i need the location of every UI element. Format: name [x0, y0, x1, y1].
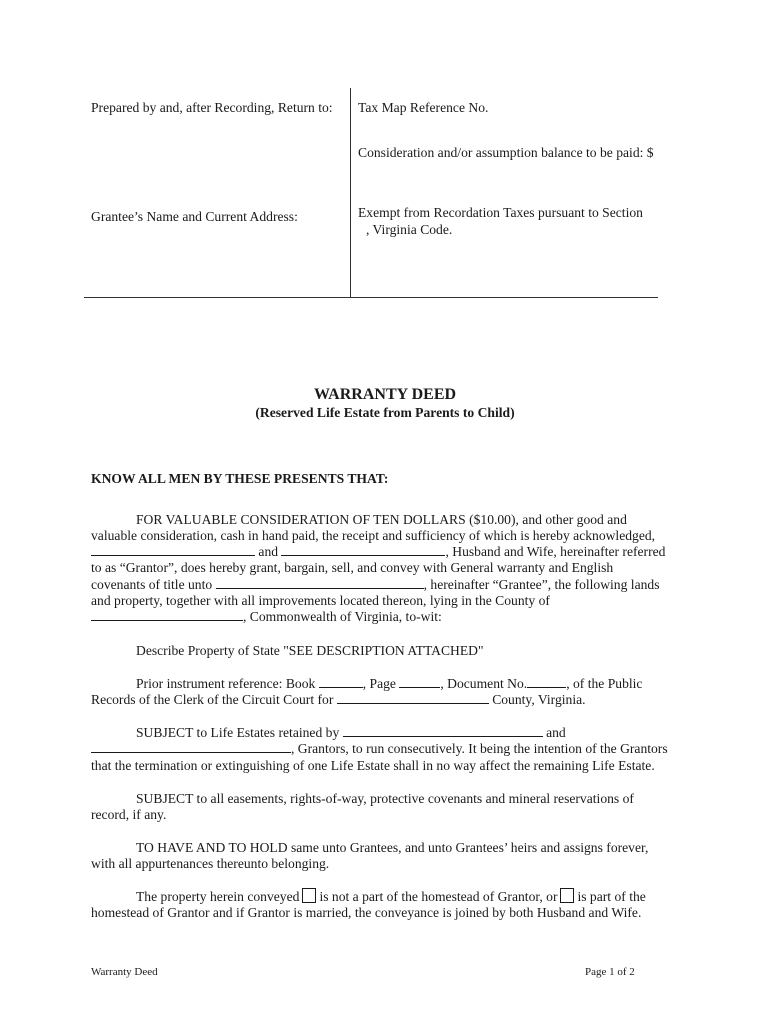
- homestead-b: is not a part of the homestead of Grantor, or: [319, 889, 558, 904]
- county-blank[interactable]: [91, 608, 243, 621]
- homestead-c: is part of the: [577, 889, 646, 904]
- prior-line1: [136, 675, 642, 692]
- prepared-by-label: Prepared by and, after Recording, Return to:: [91, 100, 333, 115]
- subject1-line2: [91, 740, 668, 757]
- exempt-label-line2: , Virginia Code.: [366, 222, 453, 237]
- subject2-line1: SUBJECT to all easements, rights-of-way, protective covenants and mineral reservations of: [136, 791, 634, 806]
- p1-line3-end: , Husband and Wife, hereinafter referred: [445, 544, 666, 559]
- grantor2-blank[interactable]: [281, 543, 445, 556]
- subject2-line2: record, if any.: [91, 807, 167, 822]
- p1-line5: [91, 576, 660, 593]
- prior-line2: [91, 691, 586, 708]
- describe-property: Describe Property of State "SEE DESCRIPTION ATTACHED": [136, 643, 484, 658]
- book-blank[interactable]: [319, 675, 363, 688]
- tax-map-label: Tax Map Reference No.: [358, 100, 489, 115]
- subject1-line3: that the termination or extinguishing of one Life Estate shall in no way affect the remaining Life Estate.: [91, 758, 655, 773]
- life-estate-grantor2-blank[interactable]: [91, 740, 291, 753]
- p1-line2: valuable consideration, cash in hand paid, the receipt and sufficiency of which is hereby acknowledged,: [91, 528, 656, 543]
- homestead-line1: [136, 888, 646, 905]
- grantor1-blank[interactable]: [91, 543, 255, 556]
- habendum-line2: with all appurtenances thereunto belonging.: [91, 856, 330, 871]
- footer-page-number: Page 1 of 2: [585, 966, 635, 978]
- prior-records-label: Records of the Clerk of the Circuit Court for: [91, 692, 334, 707]
- homestead-line2: homestead of Grantor and if Grantor is married, the conveyance is joined by both Husband and Wife.: [91, 905, 642, 920]
- p1-and: and: [258, 544, 279, 559]
- p1-line7-text: , Commonwealth of Virginia, to-wit:: [243, 609, 442, 624]
- grantee-name-label: Grantee’s Name and Current Address:: [91, 209, 298, 224]
- prior-public-label: , of the Public: [566, 676, 643, 691]
- subject1-line1: [136, 724, 566, 741]
- page-blank[interactable]: [399, 675, 440, 688]
- p1-line5-a: covenants of title unto: [91, 577, 213, 592]
- prior-page-label: , Page: [362, 676, 396, 691]
- grantee-blank[interactable]: [216, 576, 424, 589]
- document-subtitle: (Reserved Life Estate from Parents to Child): [255, 405, 515, 420]
- circuit-court-blank[interactable]: [337, 691, 489, 704]
- header-divider-horizontal: [84, 297, 658, 298]
- p1-line1: FOR VALUABLE CONSIDERATION OF TEN DOLLARS ($10.00), and other good and: [136, 512, 627, 527]
- consideration-label: Consideration and/or assumption balance to be paid: $: [358, 145, 654, 160]
- is-homestead-checkbox[interactable]: [560, 888, 574, 903]
- document-title: WARRANTY DEED: [313, 386, 457, 403]
- p1-line4: to as “Grantor”, does hereby grant, bargain, sell, and convey with General warranty and English: [91, 560, 614, 575]
- footer-doc-name: Warranty Deed: [91, 966, 158, 978]
- prior-document-label: , Document No.: [440, 676, 528, 691]
- subject1-label: SUBJECT to Life Estates retained by: [136, 725, 340, 740]
- p1-line5-b: , hereinafter “Grantee”, the following lands: [423, 577, 660, 592]
- know-all-heading: KNOW ALL MEN BY THESE PRESENTS THAT:: [91, 471, 389, 486]
- not-homestead-checkbox[interactable]: [302, 888, 316, 903]
- life-estate-grantor1-blank[interactable]: [343, 724, 543, 737]
- subject1-and: and: [546, 725, 566, 740]
- header-divider-vertical: [350, 88, 351, 298]
- p1-line6: and property, together with all improvements located thereon, lying in the County of: [91, 593, 550, 608]
- habendum-line1: TO HAVE AND TO HOLD same unto Grantees, and unto Grantees’ heirs and assigns forever,: [136, 840, 649, 855]
- exempt-label-line1: Exempt from Recordation Taxes pursuant to Section: [358, 205, 643, 220]
- prior-book-label: Prior instrument reference: Book: [136, 676, 316, 691]
- document-blank[interactable]: [527, 675, 566, 688]
- subject1-line2-text: , Grantors, to run consecutively. It being the intention of the Grantors: [291, 741, 668, 756]
- homestead-a: The property herein conveyed: [136, 889, 300, 904]
- p1-line3: [91, 543, 665, 560]
- prior-county-label: County, Virginia.: [492, 692, 586, 707]
- p1-line7: [91, 608, 442, 625]
